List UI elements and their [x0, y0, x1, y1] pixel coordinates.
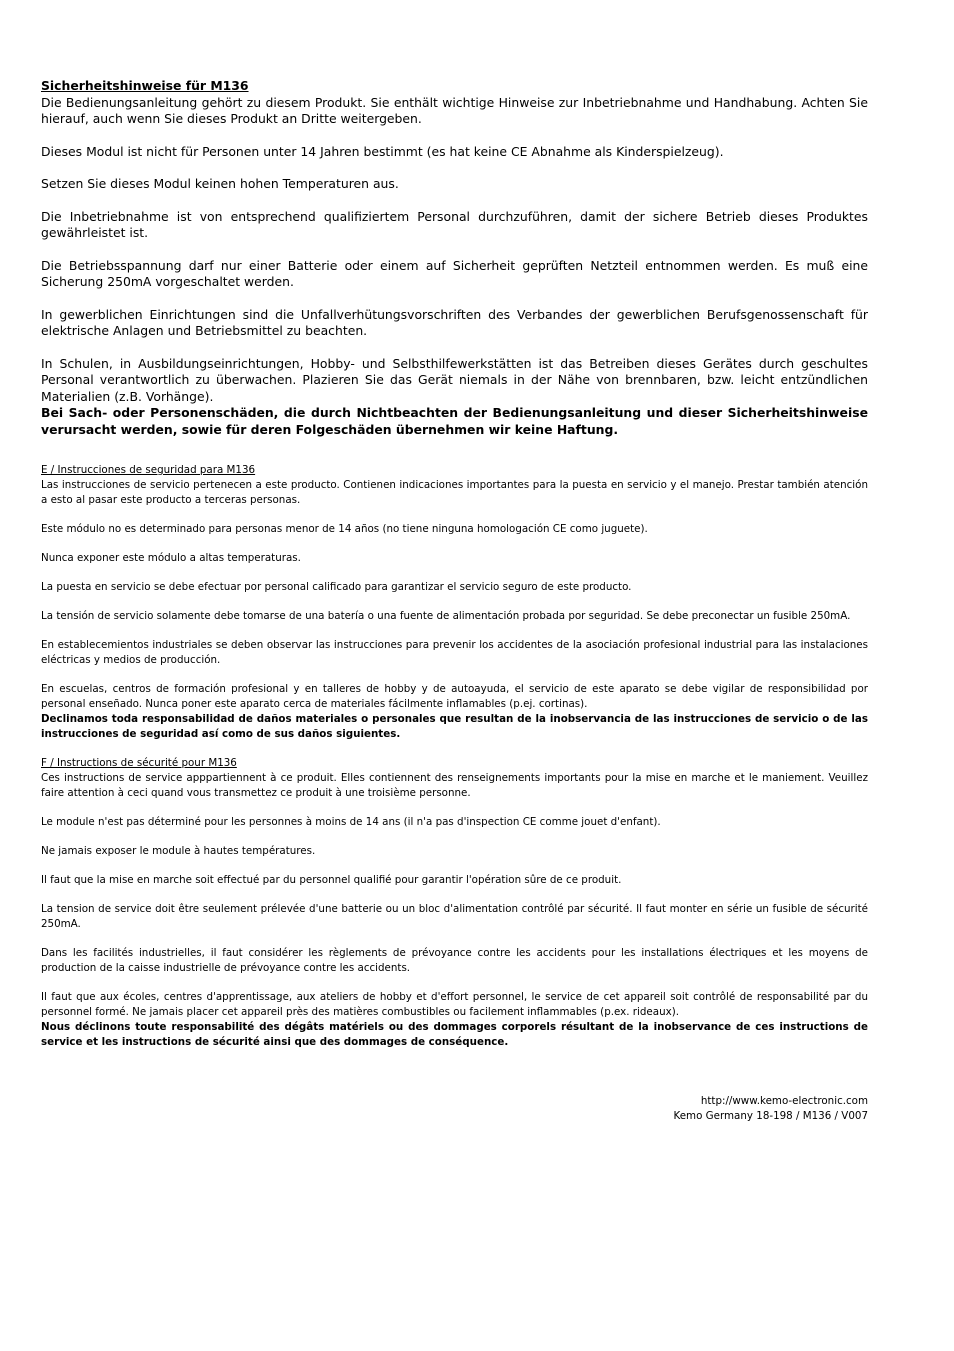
- heading-spanish: E / Instrucciones de seguridad para M136: [41, 464, 256, 476]
- paragraph: La tension de service doit être seulement prélevée d'une batterie ou un bloc d'alimentation contrôlé par sécurité. Il faut monter en série un fusible de sécurité 250mA.: [41, 903, 868, 930]
- liability-disclaimer: Declinamos toda responsabilidad de daños materiales o personales que resultan de la inobservancia de las instrucciones de servicio o de las instrucciones de seguridad así como de sus daños siguientes.: [41, 713, 868, 740]
- liability-disclaimer: Bei Sach- oder Personenschäden, die durch Nichtbeachten der Bedienungsanleitung und dieser Sicherheitshinweise verursacht werden, sowie für deren Folgeschäden übernehmen wir keine Haftung.: [41, 405, 868, 437]
- paragraph: Ces instructions de service apppartiennent à ce produit. Elles contiennent des renseignements importants pour la mise en marche et le maniement. Veuillez faire attention à ceci quand vous transmettez ce produit à une troisième personne.: [41, 772, 868, 799]
- paragraph: Dieses Modul ist nicht für Personen unter 14 Jahren bestimmt (es hat keine CE Abnahme als Kinderspielzeug).: [41, 143, 724, 159]
- paragraph: Il faut que la mise en marche soit effectué par du personnel qualifié pour garantir l'opération sûre de ce produit.: [41, 874, 622, 886]
- paragraph: Dans les facilités industrielles, il faut considérer les règlements de prévoyance contre les accidents pour les installations électriques et les moyens de production de la caisse industrielle de prévoyance contre les accidents.: [41, 947, 868, 974]
- paragraph: Die Bedienungsanleitung gehört zu diesem Produkt. Sie enthält wichtige Hinweise zur Inbetriebnahme und Handhabung. Achten Sie hierauf, auch wenn Sie dieses Produkt an Dritte weitergeben.: [41, 94, 868, 126]
- heading-french: F / Instructions de sécurité pour M136: [41, 757, 237, 769]
- paragraph: Nunca exponer este módulo a altas temperaturas.: [41, 552, 301, 564]
- section-spanish: [41, 463, 868, 742]
- heading-german: Sicherheitshinweise für M136: [41, 78, 249, 93]
- paragraph: Setzen Sie dieses Modul keinen hohen Temperaturen aus.: [41, 176, 399, 191]
- paragraph: Die Inbetriebnahme ist von entsprechend qualifiziertem Personal durchzuführen, damit der sichere Betrieb dieses Produktes gewährleistet ist.: [41, 208, 868, 240]
- website-url: http://www.kemo-electronic.com: [700, 1095, 868, 1107]
- paragraph: En establecemientos industriales se deben observar las instrucciones para prevenir los accidentes de la asociación profesional industrial para las instalaciones eléctricas y medios de producción.: [41, 639, 868, 666]
- paragraph: Il faut que aux écoles, centres d'apprentissage, aux ateliers de hobby et d'effort personnel, le service de cet appareil soit contrôlé de responsabilité par du personnel formé. Ne jamais placer cet appareil près des matières combustibles ou facilement inflammables (p.ex. rideaux).: [41, 991, 868, 1018]
- paragraph: In gewerblichen Einrichtungen sind die Unfallverhütungsvorschriften des Verbandes der gewerblichen Berufsgenossenschaft für elektrische Anlagen und Betriebsmittel zu beachten.: [41, 306, 868, 338]
- section-german: [41, 78, 868, 438]
- paragraph: In Schulen, in Ausbildungseinrichtungen, Hobby- und Selbsthilfewerkstätten ist das Betreiben dieses Gerätes durch geschultes Personal verantwortlich zu überwachen. Plazieren Sie das Gerät niemals in der Nähe von brennbaren, bzw. leicht entzündlichen Materialien (z.B. Vorhänge).: [41, 355, 868, 404]
- footer: [673, 1094, 868, 1124]
- paragraph: Las instrucciones de servicio pertenecen a este producto. Contienen indicaciones importantes para la puesta en servicio y el manejo. Prestar también atención a esto al pasar este producto a terceras personas.: [41, 479, 868, 506]
- paragraph: En escuelas, centros de formación profesional y en talleres de hobby y de autoayuda, el servicio de este aparato se debe vigilar de responsibilidad por personal enseñado. Nunca poner este aparato cerca de materiales fácilmente inflamables (p.ej. cortinas).: [41, 683, 868, 710]
- paragraph: Este módulo no es determinado para personas menor de 14 años (no tiene ninguna homologación CE como juguete).: [41, 523, 648, 535]
- paragraph: Die Betriebsspannung darf nur einer Batterie oder einem auf Sicherheit geprüften Netzteil entnommen werden. Es muß eine Sicherung 250mA vorgeschaltet werden.: [41, 257, 868, 289]
- paragraph: La puesta en servicio se debe efectuar por personal calificado para garantizar el servicio seguro de este producto.: [41, 581, 632, 593]
- section-french: [41, 756, 868, 1050]
- document-page: [41, 78, 868, 1050]
- paragraph: Ne jamais exposer le module à hautes températures.: [41, 845, 316, 857]
- paragraph: Le module n'est pas déterminé pour les personnes à moins de 14 ans (il n'a pas d'inspection CE comme jouet d'enfant).: [41, 816, 661, 828]
- liability-disclaimer: Nous déclinons toute responsabilité des dégâts matériels ou des dommages corporels résultant de la inobservance de ces instructions de service et les instructions de sécurité ainsi que des dommages de conséquence.: [41, 1021, 868, 1048]
- paragraph: La tensión de servicio solamente debe tomarse de una batería o una fuente de alimentación probada por seguridad. Se debe preconectar un fusible 250mA.: [41, 610, 851, 622]
- document-reference: Kemo Germany 18-198 / M136 / V007: [673, 1110, 868, 1122]
